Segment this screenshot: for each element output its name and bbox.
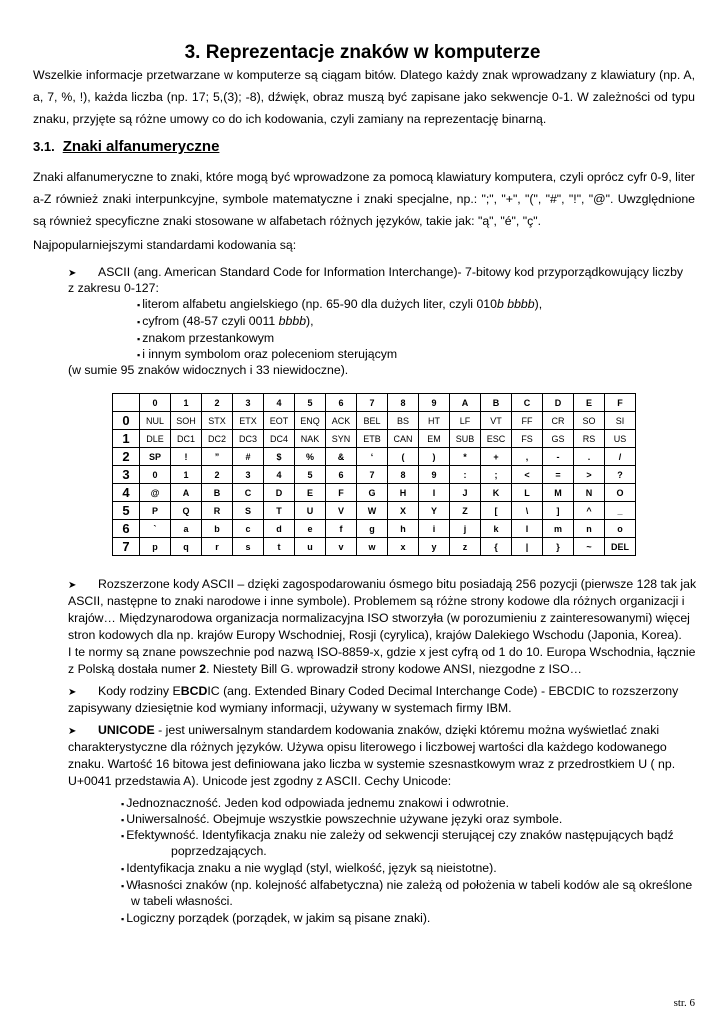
table-cell: ETX [233, 412, 264, 430]
table-cell: j [450, 520, 481, 538]
ascii-item-text: literom alfabetu angielskiego (np. 65-90 dla dużych liter, czyli 010 [142, 297, 497, 311]
row-header: 3 [113, 466, 140, 484]
table-cell: S [233, 502, 264, 520]
table-cell: a [171, 520, 202, 538]
col-header: A [450, 394, 481, 412]
col-header: 5 [295, 394, 326, 412]
square-bullet-icon: ▪ [121, 864, 125, 874]
table-cell: SI [605, 412, 636, 430]
table-cell: 9 [419, 466, 450, 484]
feature-text: Identyfikacja znaku a nie wygląd (styl, wielkość, język są nieistotne). [126, 861, 497, 875]
table-cell: ? [605, 466, 636, 484]
section-number: 3.1. [33, 139, 55, 154]
table-cell: Z [450, 502, 481, 520]
square-bullet-icon: ▪ [137, 350, 141, 360]
col-header: 2 [202, 394, 233, 412]
extended-last-suffix: . Niestety Bill G. wprowadził strony kodowe ANSI, niezgodne z ISO… [206, 662, 582, 676]
unicode-line: znaku. Wartość 16 bitowa jest definiowana jako liczba w systemie szesnastkowym wraz z przedrostkiem U ( np. [68, 757, 676, 771]
table-cell: FS [512, 430, 543, 448]
table-cell: CR [543, 412, 574, 430]
table-cell: SYN [326, 430, 357, 448]
feature-continuation: poprzedzających. [171, 844, 267, 858]
table-cell: ENQ [295, 412, 326, 430]
col-header: 9 [419, 394, 450, 412]
feature-text: Logiczny porządek (porządek, w jakim są pisane znaki). [126, 911, 431, 925]
table-cell: ” [202, 448, 233, 466]
ascii-item-text: znakom przestankowym [142, 331, 275, 345]
col-header: 8 [388, 394, 419, 412]
table-cell: ESC [481, 430, 512, 448]
table-cell: RS [574, 430, 605, 448]
extended-line: stron kodowych dla np. krajów Europy Wschodniej, Rosji (cyrylica), krajów Dalekiego Wschodu (Japonia, Korea). [68, 628, 682, 642]
table-cell: = [543, 466, 574, 484]
table-cell: k [481, 520, 512, 538]
table-cell: o [605, 520, 636, 538]
extended-last-bold: 2 [199, 662, 207, 676]
arrow-bullet-icon: ➤ [68, 268, 77, 279]
table-cell: 6 [326, 466, 357, 484]
table-cell: SOH [171, 412, 202, 430]
table-cell: NUL [140, 412, 171, 430]
col-header: E [574, 394, 605, 412]
table-cell: F [326, 484, 357, 502]
table-cell: , [512, 448, 543, 466]
col-header: 3 [233, 394, 264, 412]
row-header: 6 [113, 520, 140, 538]
table-cell: O [605, 484, 636, 502]
extended-line: krajów… Międzynarodowa organizacja normalizacyjna ISO stworzyła (w porozumieniu z zainteresowanymi) więcej [68, 611, 690, 625]
table-cell: ) [419, 448, 450, 466]
arrow-bullet-icon: ➤ [68, 687, 77, 698]
ebcdic-bold: BCD [180, 684, 208, 698]
unicode-feature [121, 909, 430, 929]
extended-line: Rozszerzone kody ASCII – dzięki zagospodarowaniu ósmego bitu posiadają 256 pozycji (pierwsze 128 tak jak [98, 577, 697, 591]
table-cell: NAK [295, 430, 326, 448]
table-cell: ! [171, 448, 202, 466]
table-cell: DEL [605, 538, 636, 556]
table-cell: > [574, 466, 605, 484]
table-cell: 5 [295, 466, 326, 484]
table-cell: V [326, 502, 357, 520]
table-cell: D [264, 484, 295, 502]
arrow-bullet-icon: ➤ [68, 580, 77, 591]
table-cell: EM [419, 430, 450, 448]
square-bullet-icon: ▪ [137, 334, 141, 344]
table-cell: ; [481, 466, 512, 484]
table-cell: b [202, 520, 233, 538]
table-cell: R [202, 502, 233, 520]
table-cell: $ [264, 448, 295, 466]
row-header: 7 [113, 538, 140, 556]
table-row [113, 412, 636, 430]
unicode-line: U+0041 przedstawia A). Unicode jest zgodny z ASCII. Cechy Unicode: [68, 774, 452, 788]
table-cell: US [605, 430, 636, 448]
square-bullet-icon: ▪ [121, 914, 125, 924]
section-paragraph: Znaki alfanumeryczne to znaki, które mogą być wprowadzone za pomocą klawiatury komputera, czyli oprócz cyfr 0-9, liter a-Z również znaki interpunkcyjne, symbole matematyczne i znaki specjalne, np.: ";", "+", "(", "#", "!", "@". Uwzględnione są również specyficzne znaki stosowane w alfabetach różnych języków, takie jak: "ą", "é", "ç". [33, 170, 695, 228]
table-cell: ^ [574, 502, 605, 520]
table-cell: VT [481, 412, 512, 430]
table-cell: K [481, 484, 512, 502]
table-cell: DC2 [202, 430, 233, 448]
table-cell: { [481, 538, 512, 556]
table-cell: # [233, 448, 264, 466]
table-cell: 0 [140, 466, 171, 484]
col-header: 4 [264, 394, 295, 412]
table-cell: 2 [202, 466, 233, 484]
extended-last-text: z Polską dostała numer [68, 662, 200, 676]
page-title: 3. Reprezentacje znaków w komputerze [184, 42, 541, 63]
table-cell: HT [419, 412, 450, 430]
table-cell: i [419, 520, 450, 538]
ascii-line-2: z zakresu 0-127: [68, 281, 159, 295]
table-cell: M [543, 484, 574, 502]
table-cell: SP [140, 448, 171, 466]
intro-paragraph: Wszelkie informacje przetwarzane w komputerze są ciągam bitów. Dlatego każdy znak wprowadzany z klawiatury (np. A, a, 7, %, !), każda liczba (np. 17; 5,(3); -8), dźwięk, obraz muszą być zapisane jako sekwencje 0-1. W zależności od typu znaku, przyjęte są różne umowy co do ich kodowania, czyli zamiany na reprezentację binarną. [33, 68, 695, 126]
col-header: 7 [357, 394, 388, 412]
table-cell: u [295, 538, 326, 556]
section-heading [33, 138, 219, 155]
table-row [113, 538, 636, 556]
table-row [113, 448, 636, 466]
table-cell: W [357, 502, 388, 520]
row-header: 2 [113, 448, 140, 466]
table-cell: STX [202, 412, 233, 430]
col-header: 6 [326, 394, 357, 412]
ebcdic-line-2: zapisywany dziesiętnie kod wymiany informacji, używany w systemach firmy IBM. [68, 701, 512, 715]
table-cell: h [388, 520, 419, 538]
table-cell: C [233, 484, 264, 502]
table-cell: * [450, 448, 481, 466]
ascii-item-suffix: ), [534, 297, 543, 311]
table-cell: | [512, 538, 543, 556]
square-bullet-icon: ▪ [137, 300, 141, 310]
table-cell: X [388, 502, 419, 520]
square-bullet-icon: ▪ [121, 881, 125, 891]
col-header: 0 [140, 394, 171, 412]
table-cell: m [543, 520, 574, 538]
feature-text: Uniwersalność. Obejmuje wszystkie powszechnie używane języki oraz symbole. [126, 812, 563, 826]
table-cell: DLE [140, 430, 171, 448]
table-cell: & [326, 448, 357, 466]
table-row [113, 430, 636, 448]
table-row [113, 466, 636, 484]
table-cell: EOT [264, 412, 295, 430]
ascii-item-suffix: ), [306, 314, 314, 328]
col-header: D [543, 394, 574, 412]
table-cell: ` [140, 520, 171, 538]
table-cell: < [512, 466, 543, 484]
square-bullet-icon: ▪ [121, 831, 125, 841]
ascii-table [112, 393, 636, 556]
table-cell: DC4 [264, 430, 295, 448]
table-cell: CAN [388, 430, 419, 448]
table-cell: l [512, 520, 543, 538]
square-bullet-icon: ▪ [137, 317, 141, 327]
ebcdic-text-suffix: IC (ang. Extended Binary Coded Decimal Interchange Code) - EBCDIC to rozszerzony [207, 684, 679, 698]
table-cell: BS [388, 412, 419, 430]
square-bullet-icon: ▪ [121, 799, 125, 809]
row-header: 0 [113, 412, 140, 430]
table-cell: + [481, 448, 512, 466]
ascii-item-italic: bbbb [278, 314, 307, 328]
table-cell: 3 [233, 466, 264, 484]
table-cell: _ [605, 502, 636, 520]
table-row [113, 502, 636, 520]
row-header: 1 [113, 430, 140, 448]
table-cell: v [326, 538, 357, 556]
extended-line: I te normy są znane powszechnie pod nazwą ISO-8859-x, gdzie x jest cyfrą od 1 do 10. Europa Wschodnia, łącznie [68, 645, 696, 659]
table-cell: 4 [264, 466, 295, 484]
table-cell: p [140, 538, 171, 556]
table-cell: I [419, 484, 450, 502]
table-cell: 8 [388, 466, 419, 484]
table-cell: . [574, 448, 605, 466]
table-cell: t [264, 538, 295, 556]
table-cell: DC1 [171, 430, 202, 448]
table-cell: B [202, 484, 233, 502]
table-cell: z [450, 538, 481, 556]
table-cell: Y [419, 502, 450, 520]
table-cell: U [295, 502, 326, 520]
unicode-bold: UNICODE [98, 723, 155, 737]
table-cell: / [605, 448, 636, 466]
table-cell: y [419, 538, 450, 556]
feature-text: Efektywność. Identyfikacja znaku nie zależy od sekwencji sterującej czy znaków następujących bądź [126, 828, 674, 842]
square-bullet-icon: ▪ [121, 815, 125, 825]
table-cell: s [233, 538, 264, 556]
row-header: 4 [113, 484, 140, 502]
table-corner-cell [113, 394, 140, 412]
ascii-item-text: i innym symbolom oraz poleceniom sterującym [142, 347, 398, 361]
table-cell: T [264, 502, 295, 520]
table-cell: [ [481, 502, 512, 520]
table-cell: g [357, 520, 388, 538]
table-cell: ETB [357, 430, 388, 448]
table-cell: ~ [574, 538, 605, 556]
unicode-line: charakterystyczne dla różnych języków. Używa opisu literowego i liczbowej wartości dla każdego kodowanego [68, 740, 667, 754]
table-cell: ‘ [357, 448, 388, 466]
table-cell: % [295, 448, 326, 466]
ascii-summary: (w sumie 95 znaków widocznych i 33 niewidoczne). [68, 363, 349, 377]
feature-text: Własności znaków (np. kolejność alfabetyczna) nie zależą od położenia w tabeli kodów ale są określone [126, 878, 693, 892]
table-cell: 7 [357, 466, 388, 484]
table-cell: 1 [171, 466, 202, 484]
table-cell: BEL [357, 412, 388, 430]
table-cell: @ [140, 484, 171, 502]
table-cell: q [171, 538, 202, 556]
table-cell: e [295, 520, 326, 538]
table-row [113, 520, 636, 538]
table-cell: : [450, 466, 481, 484]
extended-line: ASCII, następne to znaki narodowe i inne symbole). Problemem są różne strony kodowe dla różnych organizacji i [68, 594, 685, 608]
table-cell: ACK [326, 412, 357, 430]
arrow-bullet-icon: ➤ [68, 726, 77, 737]
feature-continuation: w tabeli własności. [131, 894, 233, 908]
col-header: C [512, 394, 543, 412]
table-cell: LF [450, 412, 481, 430]
table-header-row [113, 394, 636, 412]
table-cell: A [171, 484, 202, 502]
table-cell: - [543, 448, 574, 466]
table-row [113, 484, 636, 502]
table-cell: n [574, 520, 605, 538]
table-cell: c [233, 520, 264, 538]
table-cell: } [543, 538, 574, 556]
table-cell: f [326, 520, 357, 538]
table-cell: w [357, 538, 388, 556]
ascii-item-italic: b bbbb [496, 297, 535, 311]
ebcdic-text: Kody rodziny E [98, 684, 181, 698]
ascii-line-1: ASCII (ang. American Standard Code for Information Interchange)- 7-bitowy kod przyporządkowujący liczby [98, 265, 684, 279]
table-cell: DC3 [233, 430, 264, 448]
table-cell: H [388, 484, 419, 502]
table-cell: SO [574, 412, 605, 430]
table-cell: J [450, 484, 481, 502]
col-header: 1 [171, 394, 202, 412]
table-cell: Q [171, 502, 202, 520]
table-cell: r [202, 538, 233, 556]
table-cell: ( [388, 448, 419, 466]
table-cell: x [388, 538, 419, 556]
table-cell: L [512, 484, 543, 502]
table-cell: GS [543, 430, 574, 448]
table-cell: E [295, 484, 326, 502]
feature-text: Jednoznaczność. Jeden kod odpowiada jednemu znakowi i odwrotnie. [126, 796, 510, 810]
ascii-item-text: cyfrom (48-57 czyli 0011 [142, 314, 279, 328]
row-header: 5 [113, 502, 140, 520]
table-cell: P [140, 502, 171, 520]
table-cell: \ [512, 502, 543, 520]
table-cell: FF [512, 412, 543, 430]
table-cell: G [357, 484, 388, 502]
section-title: Znaki alfanumeryczne [62, 138, 220, 155]
table-cell: ] [543, 502, 574, 520]
extended-line-last [68, 660, 582, 679]
page-number: str. 6 [673, 997, 695, 1009]
col-header: F [605, 394, 636, 412]
col-header: B [481, 394, 512, 412]
table-cell: d [264, 520, 295, 538]
ascii-heading [68, 263, 683, 283]
standards-intro: Najpopularniejszymi standardami kodowania są: [33, 238, 297, 252]
unicode-text: - jest uniwersalnym standardem kodowania znaków, dzięki któremu można wyświetlać znaki [154, 723, 660, 737]
table-cell: N [574, 484, 605, 502]
table-cell: SUB [450, 430, 481, 448]
